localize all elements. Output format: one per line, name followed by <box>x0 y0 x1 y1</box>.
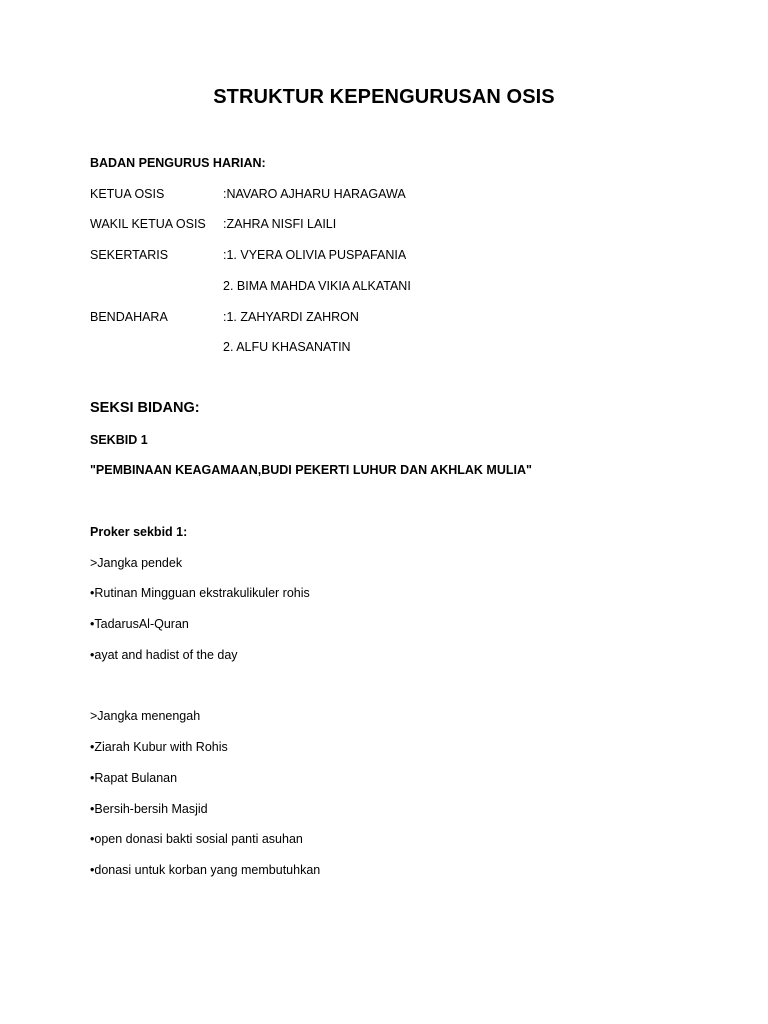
row-value-bendahara-2: 2. ALFU KHASANATIN <box>223 340 351 354</box>
proker-heading: Proker sekbid 1: <box>90 525 188 539</box>
sekbid-label: SEKBID 1 <box>90 433 148 447</box>
page-title: STRUKTUR KEPENGURUSAN OSIS <box>213 86 555 108</box>
row-label-bendahara: BENDAHARA <box>90 310 168 324</box>
row-value-bendahara-1: :1. ZAHYARDI ZAHRON <box>223 310 359 324</box>
list-item: •donasi untuk korban yang membutuhkan <box>90 863 321 877</box>
row-value-ketua: :NAVARO AJHARU HARAGAWA <box>223 187 406 201</box>
seksi-heading: SEKSI BIDANG: <box>90 400 200 416</box>
list-item: •TadarusAl-Quran <box>90 617 189 631</box>
sekbid-name: "PEMBINAAN KEAGAMAAN,BUDI PEKERTI LUHUR DAN AKHLAK MULIA" <box>90 463 532 477</box>
row-value-wakil: :ZAHRA NISFI LAILI <box>223 217 337 231</box>
row-label-ketua: KETUA OSIS <box>90 187 165 201</box>
list-item: •Rutinan Mingguan ekstrakulikuler rohis <box>90 586 310 600</box>
bph-heading: BADAN PENGURUS HARIAN: <box>90 156 266 170</box>
list-item: •open donasi bakti sosial panti asuhan <box>90 832 303 846</box>
jangka-pendek-heading: >Jangka pendek <box>90 556 183 570</box>
list-item: •ayat and hadist of the day <box>90 648 238 662</box>
list-item: •Rapat Bulanan <box>90 771 178 785</box>
row-label-wakil: WAKIL KETUA OSIS <box>90 217 206 231</box>
row-label-sekertaris: SEKERTARIS <box>90 248 169 262</box>
list-item: •Bersih-bersih Masjid <box>90 802 208 816</box>
row-value-sekertaris-2: 2. BIMA MAHDA VIKIA ALKATANI <box>223 279 411 293</box>
jangka-menengah-heading: >Jangka menengah <box>90 709 201 723</box>
row-value-sekertaris-1: :1. VYERA OLIVIA PUSPAFANIA <box>223 248 407 262</box>
list-item: •Ziarah Kubur with Rohis <box>90 740 228 754</box>
